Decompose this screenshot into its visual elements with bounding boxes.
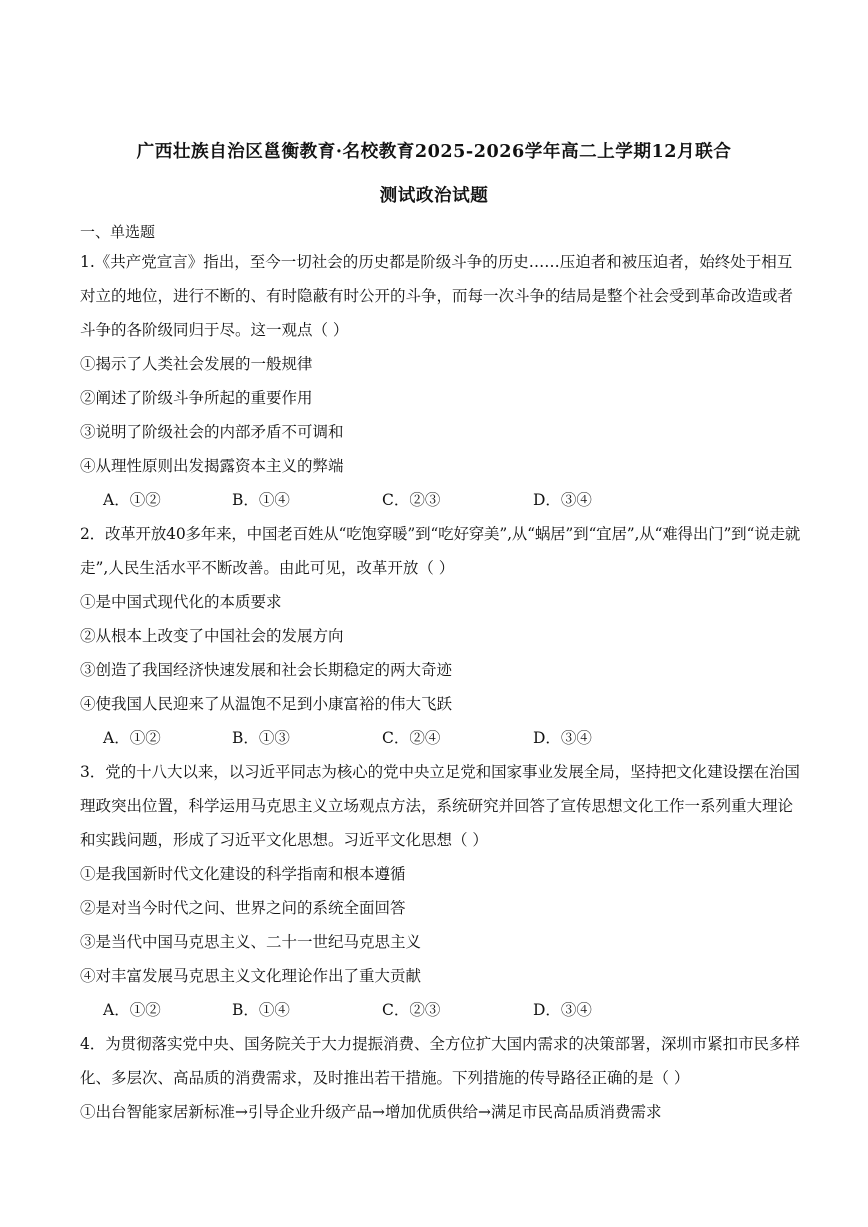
answer-option-c: C．②③ [382, 491, 441, 509]
statement-item: ①是中国式现代化的本质要求 [80, 593, 282, 611]
question-stem-line: 1.《共产党宣言》指出，至今一切社会的历史都是阶级斗争的历史……压迫者和被压迫者，始终处于相互 [80, 253, 793, 271]
statement-item: ④从理性原则出发揭露资本主义的弊端 [80, 457, 344, 475]
statement-item: ④使我国人民迎来了从温饱不足到小康富裕的伟大飞跃 [80, 695, 453, 713]
exam-title-line1: 广西壮族自治区邕衡教育·名校教育2025-2026学年高二上学期12月联合 [136, 141, 732, 162]
answer-option-a: A．①② [103, 729, 161, 747]
question-stem-line: 和实践问题，形成了习近平文化思想。习近平文化思想（ ） [80, 831, 488, 849]
question-stem-line: 2．改革开放40多年来，中国老百姓从“吃饱穿暖”到“吃好穿美”,从“蜗居”到“宜居”,从“难得出门”到“说走就 [80, 525, 801, 543]
answer-option-c: C．②③ [382, 1001, 441, 1019]
statement-item: ②是对当今时代之问、世界之问的系统全面回答 [80, 899, 406, 917]
answer-option-d: D．③④ [533, 729, 592, 747]
answer-option-a: A．①② [103, 491, 161, 509]
section-heading: 一、单选题 [80, 223, 156, 241]
answer-option-b: B．①③ [232, 729, 290, 747]
statement-item: ①是我国新时代文化建设的科学指南和根本遵循 [80, 865, 406, 883]
question-stem-line: 3．党的十八大以来，以习近平同志为核心的党中央立足党和国家事业发展全局，坚持把文化建设摆在治国 [80, 763, 800, 781]
statement-item: ④对丰富发展马克思主义文化理论作出了重大贡献 [80, 967, 422, 985]
question-stem-line: 化、多层次、高品质的消费需求，及时推出若干措施。下列措施的传导路径正确的是（ ） [80, 1069, 690, 1087]
answer-option-d: D．③④ [533, 491, 592, 509]
statement-item: ③创造了我国经济快速发展和社会长期稳定的两大奇迹 [80, 661, 453, 679]
answer-option-b: B．①④ [232, 491, 290, 509]
statement-item: ②阐述了阶级斗争所起的重要作用 [80, 389, 313, 407]
question-stem-line: 走”,人民生活水平不断改善。由此可见，改革开放（ ） [80, 559, 455, 577]
question-stem-line: 理政突出位置，科学运用马克思主义立场观点方法，系统研究并回答了宣传思想文化工作一系列重大理论 [80, 797, 794, 815]
answer-option-d: D．③④ [533, 1001, 592, 1019]
answer-option-b: B．①④ [232, 1001, 290, 1019]
statement-item: ①揭示了人类社会发展的一般规律 [80, 355, 313, 373]
exam-title-line2: 测试政治试题 [379, 185, 489, 206]
question-stem-line: 对立的地位，进行不断的、有时隐蔽有时公开的斗争，而每一次斗争的结局是整个社会受到革命改造或者 [80, 287, 794, 305]
question-stem-line: 斗争的各阶级同归于尽。这一观点（ ） [80, 321, 349, 339]
statement-item: ③说明了阶级社会的内部矛盾不可调和 [80, 423, 344, 441]
answer-option-a: A．①② [103, 1001, 161, 1019]
statement-item: ①出台智能家居新标准→引导企业升级产品→增加优质供给→满足市民高品质消费需求 [80, 1103, 662, 1121]
question-stem-line: 4．为贯彻落实党中央、国务院关于大力提振消费、全方位扩大国内需求的决策部署，深圳市紧扣市民多样 [80, 1035, 800, 1053]
statement-item: ②从根本上改变了中国社会的发展方向 [80, 627, 344, 645]
statement-item: ③是当代中国马克思主义、二十一世纪马克思主义 [80, 933, 422, 951]
answer-option-c: C．②④ [382, 729, 441, 747]
